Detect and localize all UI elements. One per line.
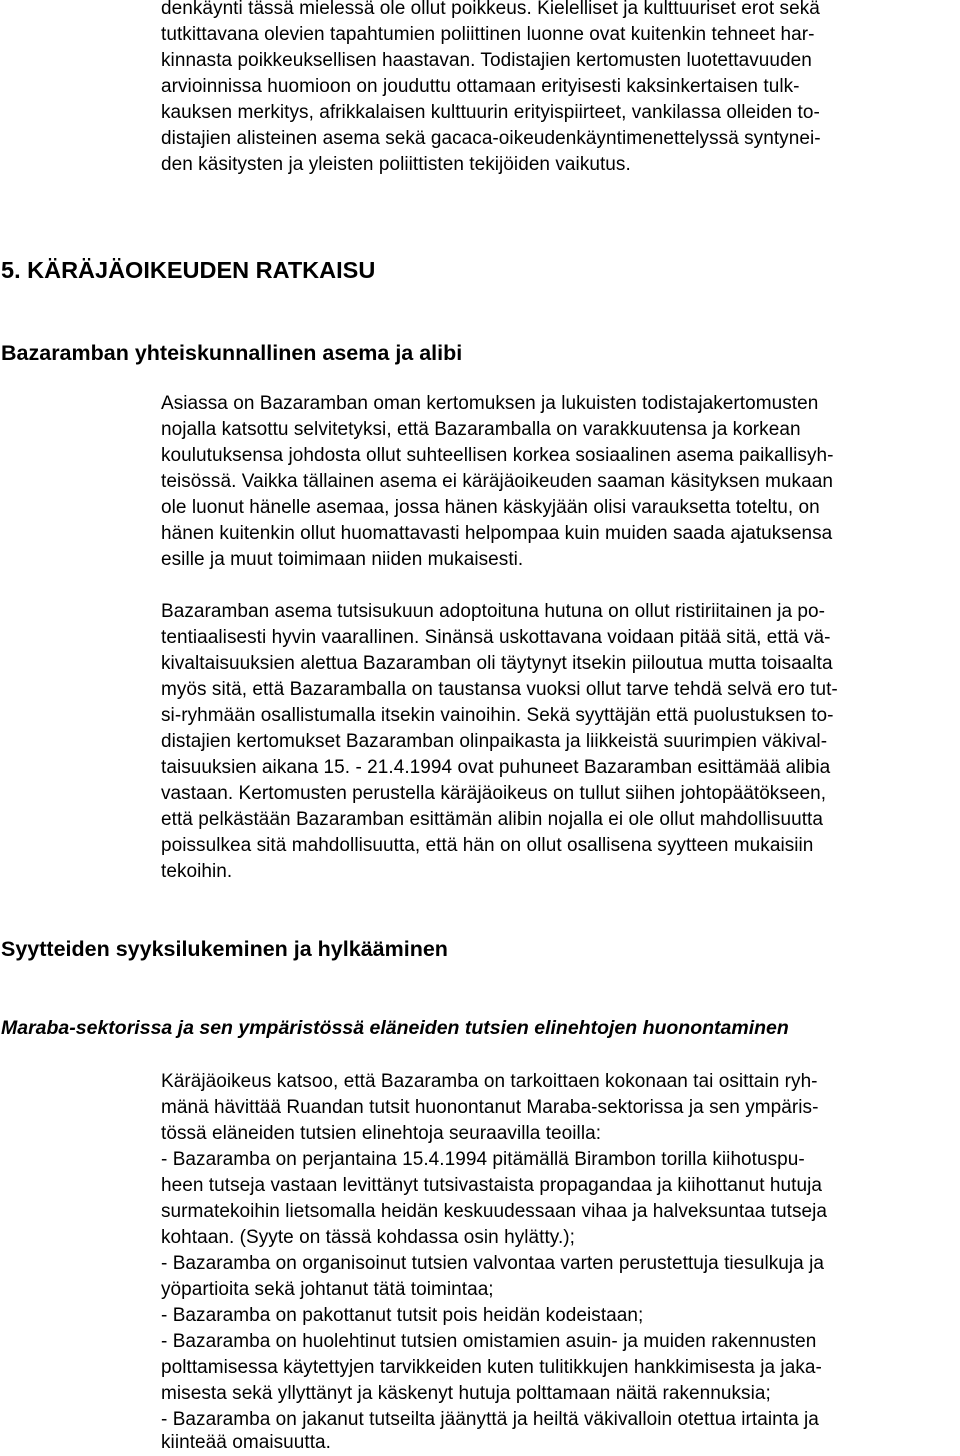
text-line: kivaltaisuuksien alettua Bazaramban oli täytynyt itsekin piiloutua mutta toisaalta [161,653,833,674]
text-line: - Bazaramba on perjantaina 15.4.1994 pitämällä Birambon torilla kiihotuspu- [161,1149,805,1170]
text-line: taisuuksien aikana 15. - 21.4.1994 ovat puhuneet Bazaramban esittämää alibia [161,757,831,778]
text-line: esille ja muut toimimaan niiden mukaisesti. [161,549,524,570]
text-line: Käräjäoikeus katsoo, että Bazaramba on tarkoittaen kokonaan tai osittain ryh- [161,1071,818,1092]
text-line: si-ryhmään osallistumalla itsekin vainoihin. Sekä syyttäjän että puolustuksen to- [161,705,834,726]
text-line: kiinteää omaisuutta. [161,1432,331,1453]
charges-subheading: Maraba-sektorissa ja sen ympäristössä eläneiden tutsien elinehtojen huonontaminen [1,1017,789,1039]
text-line: denkäynti tässä mielessä ole ollut poikkeus. Kielelliset ja kulttuuriset erot sekä [161,0,820,19]
text-line: tekoihin. [161,861,233,882]
text-line: Bazaramban asema tutsisukuun adoptoituna hutuna on ollut ristiriitainen ja po- [161,601,826,622]
text-line: polttamisessa käytettyjen tarvikkeiden kuten tulitikkujen hankkimisesta ja jaka- [161,1357,822,1378]
subsection-heading: Bazaramban yhteiskunnallinen asema ja alibi [1,341,463,365]
text-line: - Bazaramba on huolehtinut tutsien omistamien asuin- ja muiden rakennusten [161,1331,817,1352]
text-line: että pelkästään Bazaramban esittämän alibin nojalla ei ole ollut mahdollisuutta [161,809,823,830]
text-line: distajien kertomukset Bazaramban olinpaikasta ja liikkeistä suurimpien väkival- [161,731,828,752]
text-line: vastaan. Kertomusten perustella käräjäoikeus on tullut siihen johtopäätökseen, [161,783,827,804]
text-line: koulutuksensa johdosta ollut suhteellisen korkea sosiaalinen asema paikallisyh- [161,445,834,466]
text-line: yöpartioita sekä johtanut tätä toimintaa; [161,1279,494,1300]
text-line: arvioinnissa huomioon on jouduttu ottamaan erityisesti kaksinkertaisen tulk- [161,76,800,97]
charges-heading: Syytteiden syyksilukeminen ja hylkääminen [1,937,448,961]
text-line: tentiaalisesti hyvin vaarallinen. Sinänsä uskottavana voidaan pitää sitä, että vä- [161,627,831,648]
section-heading: 5. KÄRÄJÄOIKEUDEN RATKAISU [1,257,376,283]
text-line: - Bazaramba on pakottanut tutsit pois heidän kodeistaan; [161,1305,644,1326]
text-line: - Bazaramba on jakanut tutseilta jäänyttä ja heiltä väkivalloin otettua irtainta ja [161,1409,819,1430]
text-line: distajien alisteinen asema sekä gacaca-oikeudenkäyntimenettelyssä syntynei- [161,128,821,149]
text-line: heen tutseja vastaan levittänyt tutsivastaista propagandaa ja kiihottanut hutuja [161,1175,822,1196]
text-line: hänen kuitenkin ollut huomattavasti helpompaa kuin muiden saada ajatuksensa [161,523,833,544]
text-line: tössä eläneiden tutsien elinehtoja seuraavilla teoilla: [161,1123,602,1144]
text-line: surmatekoihin lietsomalla heidän keskuudessaan vihaa ja halveksuntaa tutseja [161,1201,828,1222]
text-line: myös sitä, että Bazaramballa on taustansa vuoksi ollut tarve tehdä selvä ero tut- [161,679,838,700]
text-line: mänä hävittää Ruandan tutsit huonontanut Maraba-sektorissa ja sen ympäris- [161,1097,819,1118]
text-line: ole luonut hänelle asemaa, jossa hänen käskyjään olisi varauksetta toteltu, on [161,497,820,518]
text-line: nojalla katsottu selvitetyksi, että Bazaramballa on varakkuutensa ja korkean [161,419,801,440]
text-line: - Bazaramba on organisoinut tutsien valvontaa varten perustettuja tiesulkuja ja [161,1253,825,1274]
text-line: Asiassa on Bazaramban oman kertomuksen ja lukuisten todistajakertomusten [161,393,819,414]
text-line: kohtaan. (Syyte on tässä kohdassa osin hylätty.); [161,1227,575,1248]
text-line: kauksen merkitys, afrikkalaisen kulttuurin erityispiirteet, vankilassa olleiden to- [161,102,820,123]
text-line: teisössä. Vaikka tällainen asema ei käräjäoikeuden saaman käsityksen mukaan [161,471,833,492]
text-line: poissulkea sitä mahdollisuutta, että hän on ollut osallisena syytteen mukaisiin [161,835,814,856]
text-line: den käsitysten ja yleisten poliittisten tekijöiden vaikutus. [161,154,631,175]
text-line: tutkittavana olevien tapahtumien poliittinen luonne ovat kuitenkin tehneet har- [161,24,815,45]
text-line: kinnasta poikkeuksellisen haastavan. Todistajien kertomusten luotettavuuden [161,50,812,71]
text-line: misesta sekä yllyttänyt ja käskenyt hutuja polttamaan näitä rakennuksia; [161,1383,771,1404]
